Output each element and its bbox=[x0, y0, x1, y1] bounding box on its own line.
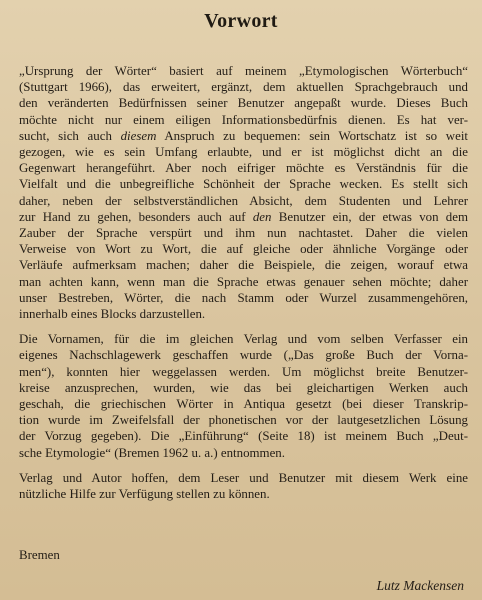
text-line: den veränderten Bedürfnissen seiner Benutzer angepaßt wurde. Dieses Buch bbox=[19, 96, 468, 111]
place-of-writing: Bremen bbox=[19, 548, 60, 562]
emphasis: den bbox=[252, 209, 272, 224]
text-line bbox=[19, 209, 468, 225]
paragraph-3 bbox=[19, 470, 468, 502]
preface-body bbox=[19, 63, 468, 502]
text-line: möchte nicht nur einem eiligen Informationsbedürfnis dienen. Es hat ver- bbox=[19, 112, 468, 127]
emphasis: diesem bbox=[120, 128, 157, 143]
text-line: daher, neben der selbstverständlichen Absicht, dem Studenten und Lehrer bbox=[19, 193, 468, 208]
text-line: unser Bestreben, Wörter, die nach Stamm oder Wurzel zusammengehören, bbox=[19, 290, 468, 305]
text-line: Verweise von Wort zu Wort, die auf gleiche oder ähnliche Vorgänge oder bbox=[19, 242, 468, 257]
page-title: Vorwort bbox=[204, 10, 278, 32]
text-line: man achten kann, wenn man die Sprache etwas genauer sehen möchte; daher bbox=[19, 274, 468, 289]
text-line: der Vorzug gegeben). Die „Einführung“ (Seite 18) ist meinem Buch „Deut- bbox=[19, 429, 468, 444]
paragraph-2 bbox=[19, 331, 468, 461]
text-segment: Benutzer ein, der etwas von dem bbox=[271, 209, 468, 224]
text-line: „Ursprung der Wörter“ basiert auf meinem „Etymologischen Wörterbuch“ bbox=[19, 64, 468, 78]
text-line: tion wurde im Zweifelsfall der phonetischen vor der lautgesetzlichen Lösung bbox=[19, 413, 468, 428]
text-line: men“), konnten hier weggelassen werden. Um möglichst breite Benutzer- bbox=[19, 364, 468, 379]
text-line: Verlag und Autor hoffen, dem Leser und Benutzer mit diesem Werk eine bbox=[19, 470, 468, 485]
text-line: Verläufe aufmerksam machen; daher die Beispiele, die zeigen, worauf etwa bbox=[19, 258, 468, 273]
text-line: Gegenwart herangeführt. Aber noch eifriger möchte es Verständnis für die bbox=[19, 161, 468, 176]
text-segment: zur Hand zu gehen, besonders auch auf bbox=[19, 209, 253, 224]
text-line: Zauber der Sprache verspürt und ihm nun nachtastet. Daher die vielen bbox=[19, 226, 468, 241]
text-line: Die Vornamen, für die im gleichen Verlag und vom selben Verfasser ein bbox=[19, 332, 468, 347]
text-line: kreise anzusprechen, wurden, wie das bei gleichartigen Werken auch bbox=[19, 380, 468, 395]
text-line: innerhalb eines Blocks darzustellen. bbox=[19, 307, 206, 322]
author-signature: Lutz Mackensen bbox=[376, 578, 464, 593]
text-line: gezogen, wie es sein Umfang erlaubte, und er ist möglichst dicht an die bbox=[19, 145, 468, 160]
text-line: sche Etymologie“ (Bremen 1962 u. a.) entnommen. bbox=[19, 445, 285, 460]
text-line: eigenes Nachschlagewerk geschaffen wurde („Das große Buch der Vorna- bbox=[19, 348, 468, 363]
text-segment: sucht, sich auch bbox=[19, 128, 121, 143]
text-line: geschah, die griechischen Wörter in Antiqua gesetzt (bei dieser Transkrip- bbox=[19, 397, 468, 412]
paragraph-gap bbox=[19, 461, 468, 470]
text-line bbox=[19, 128, 468, 144]
text-segment: Anspruch zu bequemen: sein Wortschatz ist so weit bbox=[156, 128, 468, 143]
paragraph-1 bbox=[19, 63, 468, 322]
text-line: Vielfalt und die unbegreifliche Schönheit der Sprache wecken. Es stellt sich bbox=[19, 177, 468, 192]
paragraph-gap bbox=[19, 322, 468, 331]
text-line: nützliche Hilfe zur Verfügung stellen zu können. bbox=[19, 487, 270, 502]
text-line: (Stuttgart 1966), das erweitert, ergänzt, dem aktuellen Sprachgebrauch und bbox=[19, 80, 468, 95]
